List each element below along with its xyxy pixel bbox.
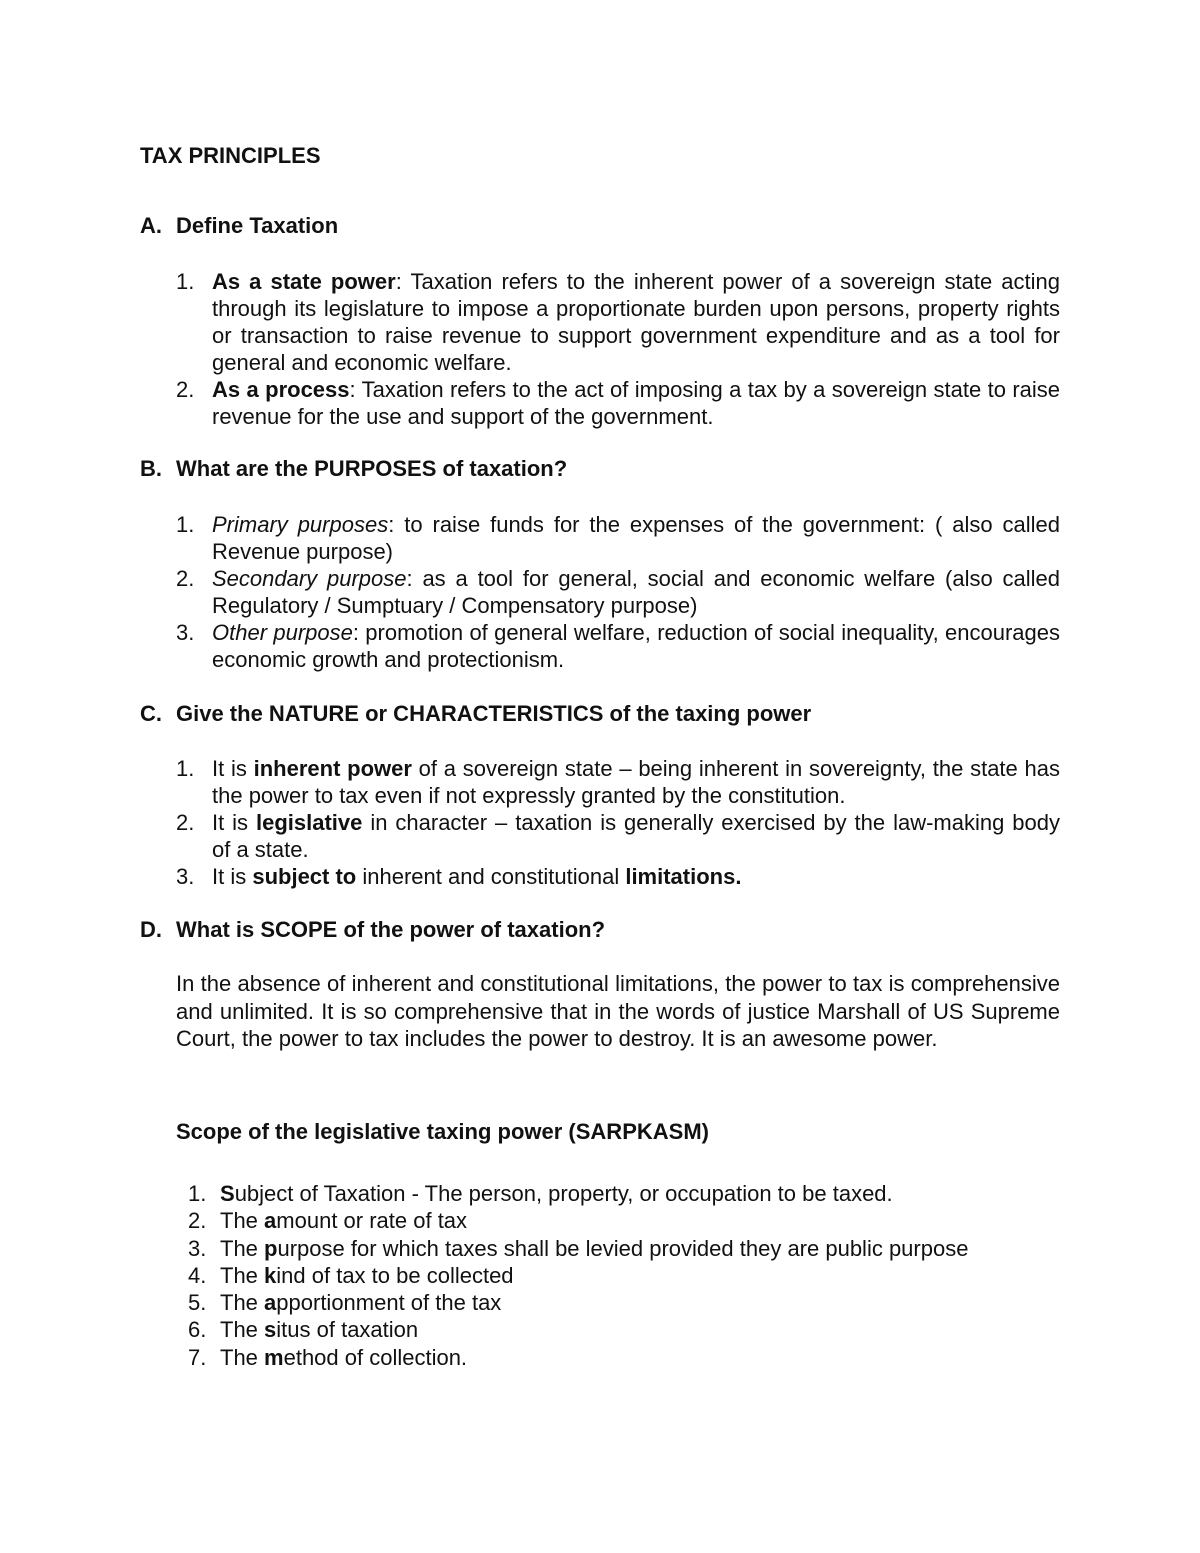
item-emphasis: a — [264, 1208, 277, 1234]
item-text: It is — [212, 756, 254, 781]
page-title: TAX PRINCIPLES — [140, 143, 321, 168]
list-item — [176, 619, 1060, 673]
section-c-list — [176, 755, 1060, 890]
item-number: 4. — [188, 1262, 207, 1288]
item-emphasis: subject to — [252, 864, 357, 889]
scope-subheading: Scope of the legislative taxing power (SARPKASM) — [176, 1119, 709, 1144]
item-emphasis: legislative — [256, 810, 363, 835]
item-emphasis: limitations. — [625, 864, 742, 889]
item-emphasis: s — [264, 1317, 277, 1343]
scope-paragraph: In the absence of inherent and constitutional limitations, the power to tax is comprehensive and unlimited. It is so comprehensive that in the words of justice Marshall of US Supreme Court, the power to tax includes the power to destroy. It is an awesome power. — [176, 971, 1060, 1051]
item-lead: As a state power — [212, 269, 396, 294]
list-item — [176, 1289, 1060, 1316]
item-text: It is — [212, 864, 253, 889]
list-item — [176, 1262, 1060, 1289]
item-text: : Taxation refers to the inherent power of a sovereign state acting through its legislature to impose a proportionate burden upon persons, property rights or transaction to raise revenue to support government expenditure and as a tool for general and economic welfare. — [212, 269, 1061, 375]
scope-list — [176, 1180, 1060, 1371]
section-letter: C. — [140, 701, 162, 726]
item-text: The — [220, 1235, 265, 1261]
list-item — [176, 511, 1060, 565]
item-number: 2. — [176, 566, 195, 591]
item-text: of a sovereign state – being inherent in sovereignty, the state has the power to tax even if not expressly granted by the constitution. — [212, 756, 1060, 808]
item-text: : Taxation refers to the act of imposing a tax by a sovereign state to raise revenue for the use and support of the government. — [212, 377, 1060, 429]
list-item — [176, 1316, 1060, 1343]
item-number: 3. — [176, 864, 195, 889]
item-number: 3. — [176, 620, 195, 645]
list-item — [176, 376, 1060, 430]
section-letter: D. — [140, 917, 162, 942]
section-letter: B. — [140, 456, 162, 481]
section-title: What are the PURPOSES of taxation? — [176, 456, 568, 481]
item-number: 1. — [176, 269, 195, 294]
item-lead: Secondary purpose — [212, 566, 407, 591]
item-number: 1. — [176, 512, 195, 537]
list-item — [176, 1207, 1060, 1234]
item-number: 7. — [188, 1344, 207, 1370]
item-lead: Primary purposes — [212, 512, 389, 537]
section-a-heading — [140, 211, 338, 241]
item-text: urpose for which taxes shall be levied provided they are public purpose — [277, 1235, 969, 1261]
item-number: 6. — [188, 1317, 207, 1343]
item-text: inherent and constitutional — [356, 864, 626, 889]
item-emphasis: k — [264, 1262, 277, 1288]
item-number: 1. — [176, 756, 195, 781]
item-text: : to raise funds for the expenses of the government: ( also called Revenue purpose) — [212, 512, 1060, 564]
section-b-heading — [140, 454, 567, 484]
list-item — [176, 1235, 1060, 1262]
section-b-list — [176, 511, 1060, 673]
section-d-heading — [140, 915, 605, 945]
list-item — [176, 1344, 1060, 1371]
section-c-heading — [140, 699, 811, 729]
item-text: ind of tax to be collected — [276, 1262, 514, 1288]
item-lead: As a process — [212, 377, 350, 402]
item-text: ubject of Taxation - The person, property, or occupation to be taxed. — [234, 1181, 893, 1206]
item-text: The — [220, 1262, 265, 1288]
item-text: pportionment of the tax — [276, 1290, 502, 1316]
item-text: itus of taxation — [276, 1317, 419, 1343]
item-number: 2. — [188, 1208, 207, 1234]
section-title: Give the NATURE or CHARACTERISTICS of the taxing power — [176, 701, 812, 726]
list-item — [176, 809, 1060, 863]
item-number: 1. — [188, 1181, 207, 1206]
list-item — [176, 565, 1060, 619]
section-a-list — [176, 268, 1060, 430]
item-text: ethod of collection. — [283, 1344, 468, 1370]
list-item — [176, 1180, 1060, 1207]
item-emphasis: inherent power — [253, 756, 412, 781]
item-emphasis: m — [264, 1344, 284, 1370]
item-text: The — [220, 1344, 265, 1370]
item-number: 3. — [188, 1235, 207, 1261]
item-text: : promotion of general welfare, reduction of social inequality, encourages economic growth and protectionism. — [212, 620, 1060, 672]
item-text: : as a tool for general, social and economic welfare (also called Regulatory / Sumptuary / Compensatory purpose) — [212, 566, 1060, 618]
item-text: mount or rate of tax — [276, 1208, 468, 1234]
list-item — [176, 863, 1060, 890]
item-text: It is — [212, 810, 256, 835]
item-text: in character – taxation is generally exercised by the law-making body of a state. — [212, 810, 1060, 862]
item-text: The — [220, 1208, 265, 1234]
item-lead: Other purpose — [212, 620, 353, 645]
section-title: What is SCOPE of the power of taxation? — [176, 917, 606, 942]
list-item — [176, 755, 1060, 809]
section-title: Define Taxation — [176, 213, 339, 238]
item-number: 5. — [188, 1290, 207, 1316]
item-number: 2. — [176, 377, 195, 402]
section-letter: A. — [140, 213, 162, 238]
item-number: 2. — [176, 810, 195, 835]
item-text: The — [220, 1290, 265, 1316]
item-text: The — [220, 1317, 265, 1343]
item-emphasis: S — [220, 1181, 235, 1206]
item-emphasis: a — [264, 1290, 277, 1316]
list-item — [176, 268, 1060, 376]
item-emphasis: p — [264, 1235, 278, 1261]
